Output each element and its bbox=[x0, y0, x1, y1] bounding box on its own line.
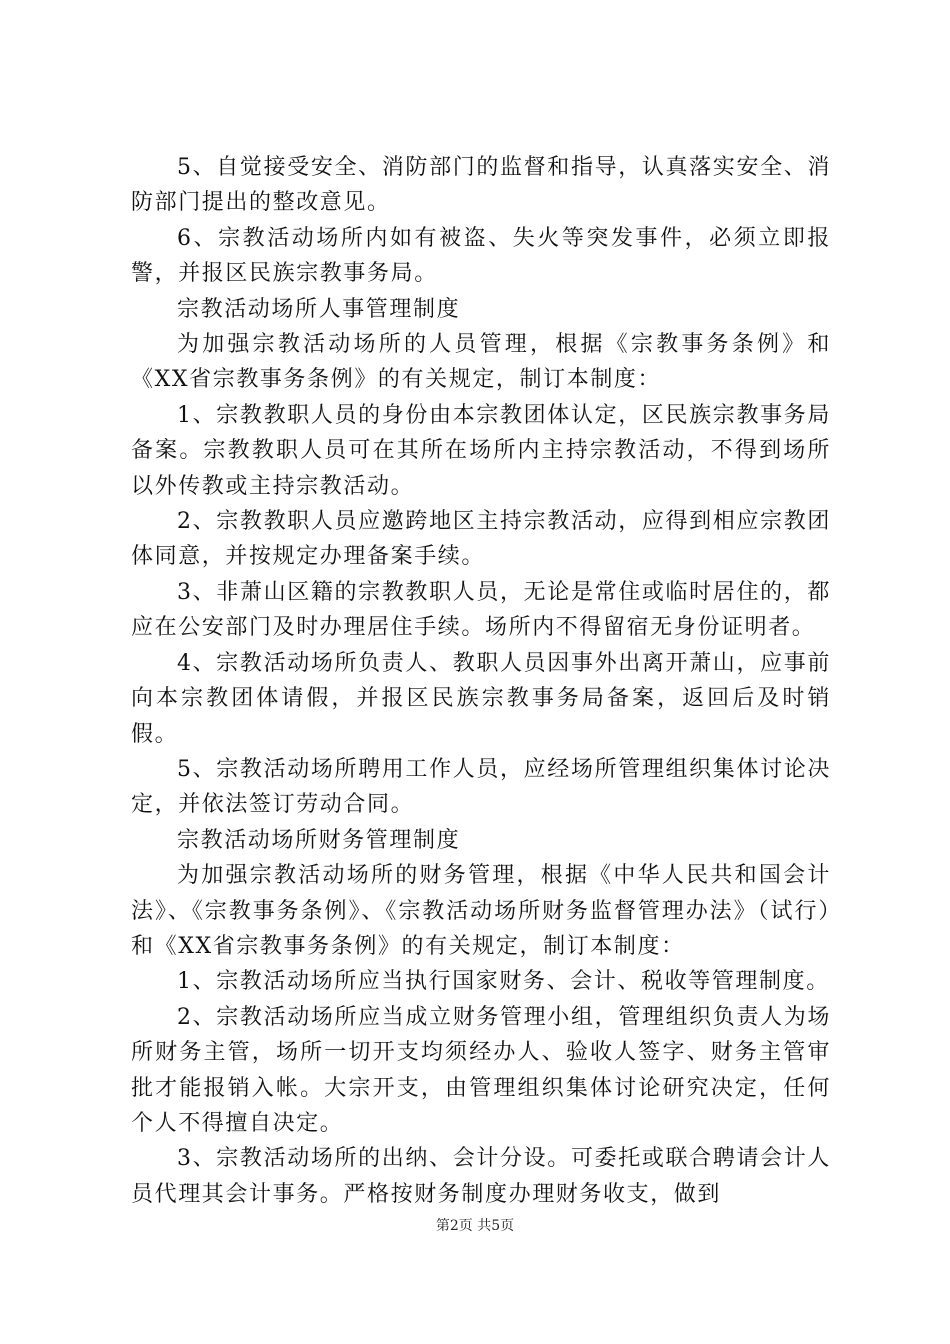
paragraph-finance-item-1: 1、宗教活动场所应当执行国家财务、会计、税收等管理制度。 bbox=[177, 969, 830, 995]
paragraph-personnel-item-1: 1、宗教教职人员的身份由本宗教团体认定，区民族宗教事务局备案。宗教教职人员可在其所在场所内主持宗教活动，不得到场所以外传教或主持宗教活动。 bbox=[131, 402, 831, 499]
document-body bbox=[131, 150, 831, 1212]
paragraph-finance-item-3: 3、宗教活动场所的出纳、会计分设。可委托或联合聘请会计人员代理其会计事务。严格按财务制度办理财务收支，做到 bbox=[131, 1146, 831, 1207]
paragraph-personnel-item-2: 2、宗教教职人员应邀跨地区主持宗教活动，应得到相应宗教团体同意，并按规定办理备案手续。 bbox=[131, 509, 831, 570]
paragraph-safety-item-5: 5、自觉接受安全、消防部门的监督和指导，认真落实安全、消防部门提出的整改意见。 bbox=[131, 155, 831, 216]
section-heading-finance: 宗教活动场所财务管理制度 bbox=[177, 827, 461, 853]
paragraph-personnel-item-3: 3、非萧山区籍的宗教教职人员，无论是常住或临时居住的，都应在公安部门及时办理居住手续。场所内不得留宿无身份证明者。 bbox=[131, 579, 831, 641]
paragraph-personnel-intro: 为加强宗教活动场所的人员管理，根据《宗教事务条例》和《XX省宗教事务条例》的有关规定，制订本制度： bbox=[131, 332, 831, 393]
page-number-footer: 第2页 共5页 bbox=[435, 1218, 515, 1234]
paragraph-safety-item-6: 6、宗教活动场所内如有被盗、失火等突发事件，必须立即报警，并报区民族宗教事务局。 bbox=[131, 225, 831, 287]
paragraph-finance-intro: 为加强宗教活动场所的财务管理，根据《中华人民共和国会计法》、《宗教事务条例》、《宗教活动场所财务监督管理办法》（试行）和《XX省宗教事务条例》的有关规定，制订本制度： bbox=[131, 863, 831, 959]
paragraph-personnel-item-4: 4、宗教活动场所负责人、教职人员因事外出离开萧山，应事前向本宗教团体请假，并报区民族宗教事务局备案，返回后及时销假。 bbox=[131, 650, 831, 747]
paragraph-finance-item-2: 2、宗教活动场所应当成立财务管理小组，管理组织负责人为场所财务主管，场所一切开支均须经办人、验收人签字、财务主管审批才能报销入帐。大宗开支，由管理组织集体讨论研究决定，任何个人不得擅自决定。 bbox=[131, 1004, 831, 1136]
section-heading-personnel: 宗教活动场所人事管理制度 bbox=[177, 296, 461, 322]
paragraph-personnel-item-5: 5、宗教活动场所聘用工作人员，应经场所管理组织集体讨论决定，并依法签订劳动合同。 bbox=[131, 756, 831, 818]
